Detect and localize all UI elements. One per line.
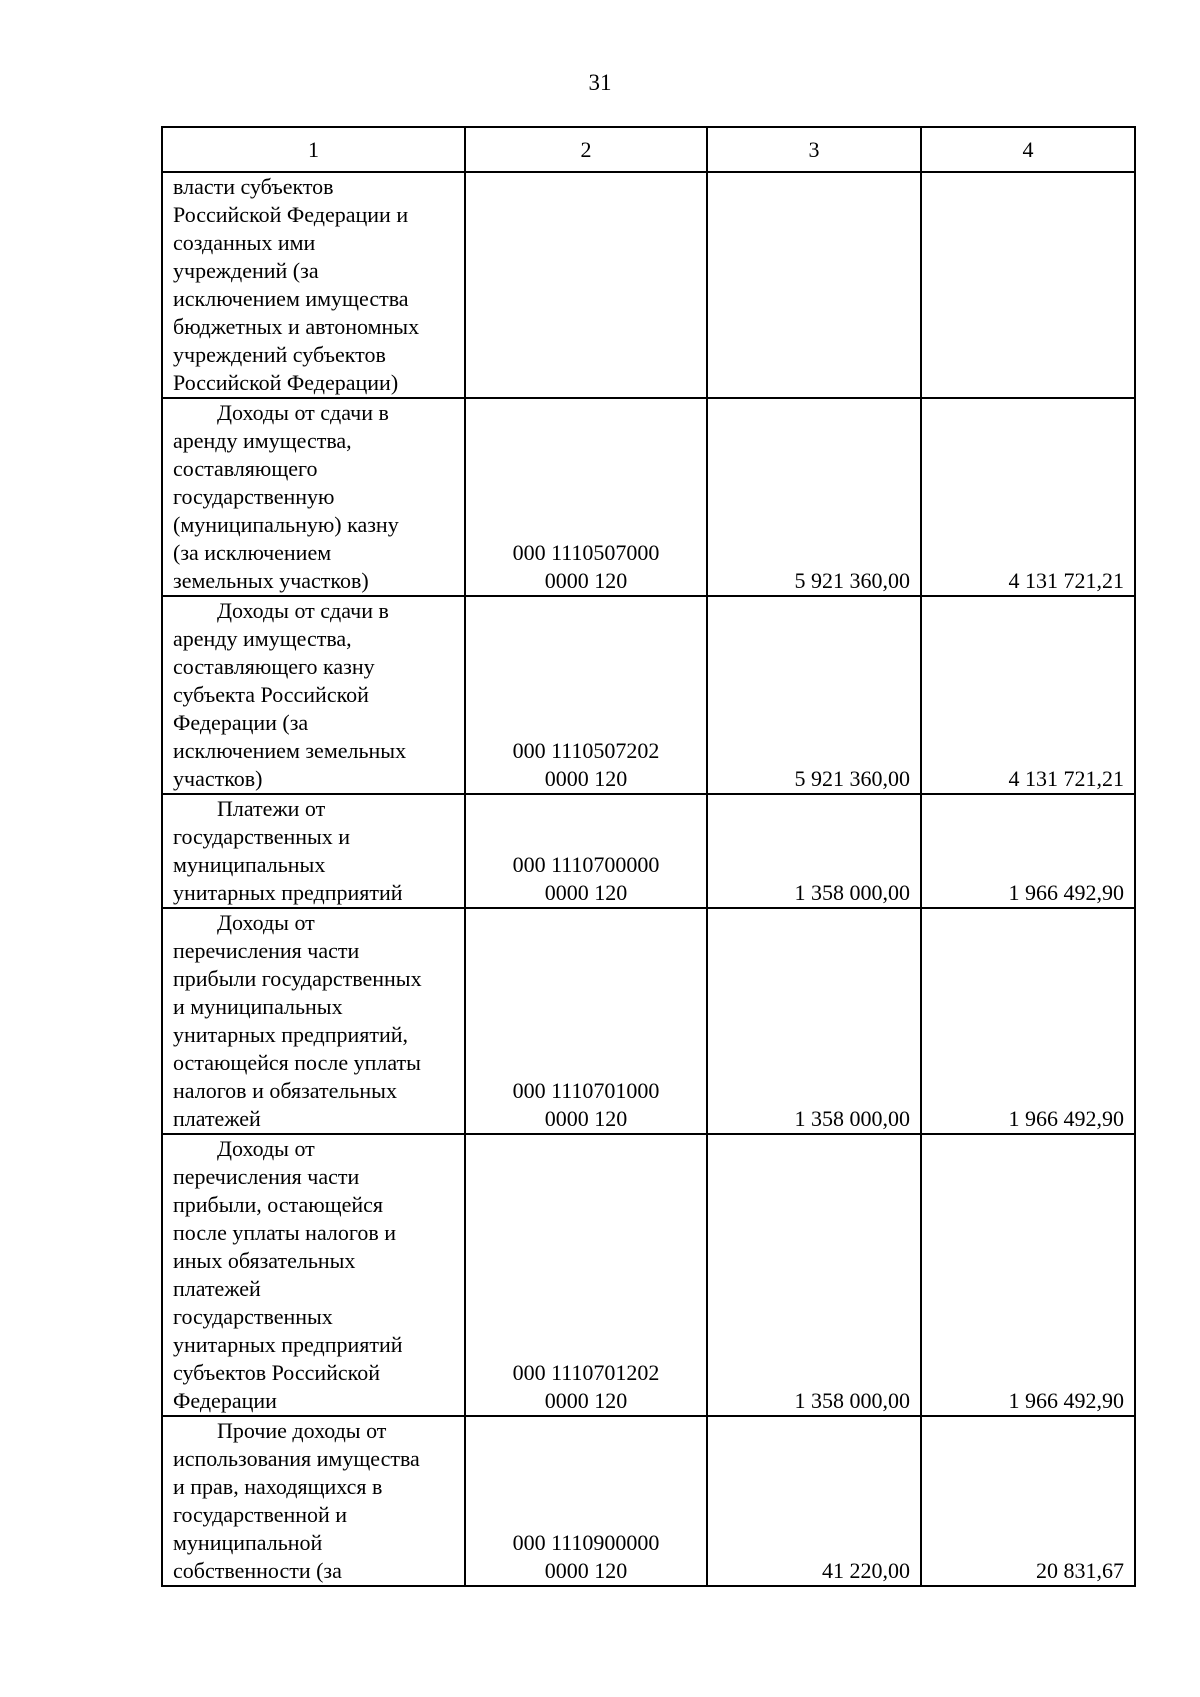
row-name: Платежи от государственных и муниципальных унитарных предприятий	[162, 794, 465, 908]
column-header-1: 1	[162, 127, 465, 172]
row-plan-value: 1 358 000,00	[707, 908, 921, 1134]
row-code: 000 1110507202 0000 120	[465, 596, 707, 794]
row-actual-value: 20 831,67	[921, 1416, 1135, 1586]
row-actual-value: 4 131 721,21	[921, 596, 1135, 794]
row-plan-value: 1 358 000,00	[707, 794, 921, 908]
table-row	[162, 172, 1135, 398]
table-row	[162, 1134, 1135, 1416]
column-header-2: 2	[465, 127, 707, 172]
row-name: власти субъектов Российской Федерации и созданных ими учреждений (за исключением имущества бюджетных и автономных учреждений субъектов Российской Федерации)	[162, 172, 465, 398]
row-actual-value	[921, 172, 1135, 398]
row-name: Прочие доходы от использования имущества и прав, находящихся в государственной и муниципальной собственности (за	[162, 1416, 465, 1586]
column-header-3: 3	[707, 127, 921, 172]
row-plan-value: 41 220,00	[707, 1416, 921, 1586]
row-plan-value	[707, 172, 921, 398]
table-row	[162, 596, 1135, 794]
row-code: 000 1110701202 0000 120	[465, 1134, 707, 1416]
row-code	[465, 172, 707, 398]
row-plan-value: 5 921 360,00	[707, 596, 921, 794]
row-name: Доходы от перечисления части прибыли, остающейся после уплаты налогов и иных обязательных платежей государственных унитарных предприятий субъектов Российской Федерации	[162, 1134, 465, 1416]
table-row	[162, 908, 1135, 1134]
row-code: 000 1110900000 0000 120	[465, 1416, 707, 1586]
table-row	[162, 398, 1135, 596]
page-number: 31	[588, 70, 612, 95]
row-code: 000 1110700000 0000 120	[465, 794, 707, 908]
row-plan-value: 1 358 000,00	[707, 1134, 921, 1416]
row-code: 000 1110701000 0000 120	[465, 908, 707, 1134]
table-row	[162, 1416, 1135, 1586]
row-actual-value: 4 131 721,21	[921, 398, 1135, 596]
column-header-4: 4	[921, 127, 1135, 172]
row-actual-value: 1 966 492,90	[921, 794, 1135, 908]
row-plan-value: 5 921 360,00	[707, 398, 921, 596]
row-name: Доходы от сдачи в аренду имущества, составляющего казну субъекта Российской Федерации (за исключением земельных участков)	[162, 596, 465, 794]
revenue-table	[161, 126, 1136, 1587]
row-name: Доходы от перечисления части прибыли государственных и муниципальных унитарных предприятий, остающейся после уплаты налогов и обязательных платежей	[162, 908, 465, 1134]
table-header-row	[162, 127, 1135, 172]
row-actual-value: 1 966 492,90	[921, 1134, 1135, 1416]
row-actual-value: 1 966 492,90	[921, 908, 1135, 1134]
row-name: Доходы от сдачи в аренду имущества, составляющего государственную (муниципальную) казну (за исключением земельных участков)	[162, 398, 465, 596]
table-row	[162, 794, 1135, 908]
row-code: 000 1110507000 0000 120	[465, 398, 707, 596]
